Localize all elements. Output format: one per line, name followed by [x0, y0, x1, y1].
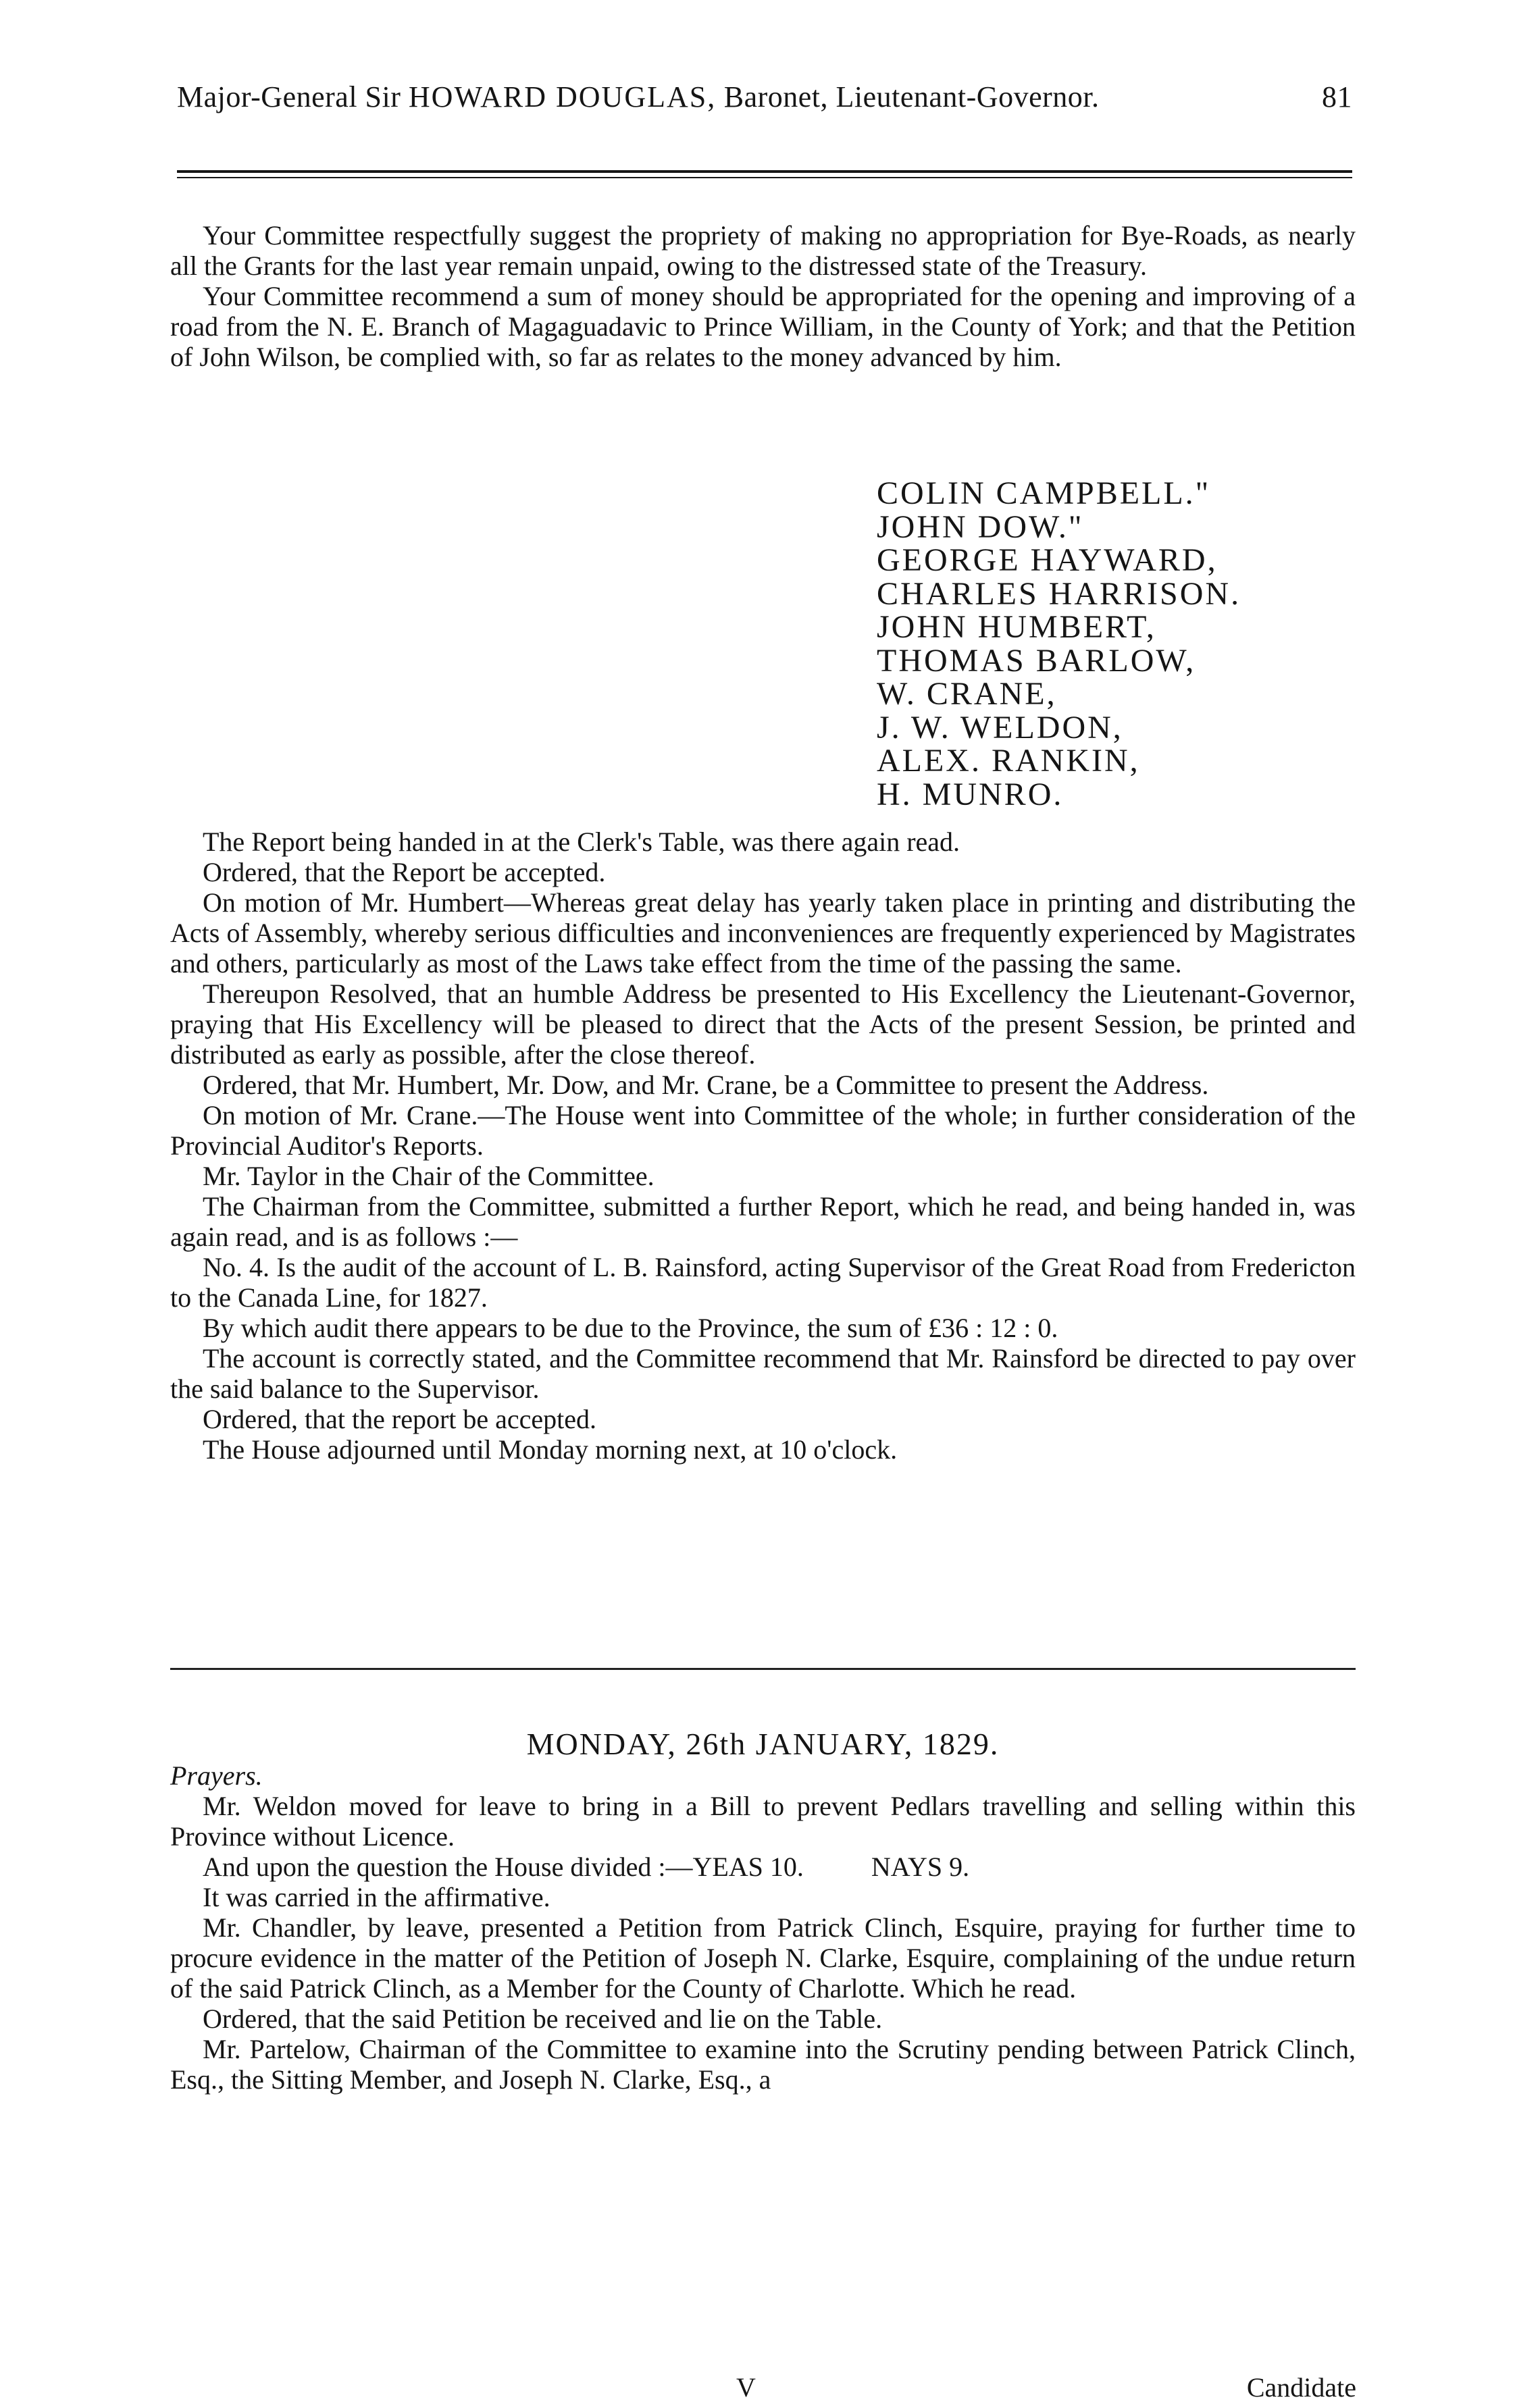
monday-proceedings-text	[170, 1791, 1356, 2095]
signatory: J. W. WELDON,	[877, 709, 1123, 745]
header-governor-name: HOWARD DOUGLAS,	[408, 80, 717, 113]
monday-paragraph: Mr. Weldon moved for leave to bring in a Bill to prevent Pedlars travelling and selling within this Province without Licence.	[170, 1791, 1356, 1852]
signatory: THOMAS BARLOW,	[877, 642, 1196, 679]
date-heading: MONDAY, 26th JANUARY, 1829.	[526, 1727, 1000, 1761]
monday-paragraph: It was carried in the affirmative.	[203, 1882, 550, 1912]
proceeding-paragraph: Thereupon Resolved, that an humble Address be presented to His Excellency the Lieutenant-Governor, praying that His Excellency will be pleased to direct that the Acts of the present Session, be printed and distributed as early as possible, after the close thereof.	[170, 978, 1356, 1070]
signatory: JOHN HUMBERT,	[877, 609, 1156, 645]
proceeding-paragraph: On motion of Mr. Humbert—Whereas great delay has yearly taken place in printing and distributing the Acts of Assembly, whereby serious difficulties and inconveniences are frequently experienced by Magistrates and others, particularly as most of the Laws take effect from the time of the passing the same.	[170, 887, 1356, 978]
signatory: CHARLES HARRISON.	[877, 575, 1241, 612]
running-header	[177, 80, 1352, 127]
section-divider	[170, 1668, 1356, 1670]
signatory: JOHN DOW."	[877, 508, 1084, 545]
signatory: H. MUNRO.	[877, 776, 1064, 812]
header-title-right: Baronet, Lieutenant-Governor.	[723, 80, 1100, 113]
proceeding-paragraph: By which audit there appears to be due to the Province, the sum of £36 : 12 : 0.	[203, 1313, 1058, 1343]
signatory: GEORGE HAYWARD,	[877, 542, 1218, 578]
proceeding-paragraph: The Chairman from the Committee, submitted a further Report, which he read, and being handed in, was again read, and is as follows :—	[170, 1191, 1356, 1252]
catchword: Candidate	[1246, 2372, 1356, 2403]
printer-signature-mark: V	[736, 2372, 756, 2403]
header-rule-bottom	[177, 177, 1352, 178]
report-paragraph-road-recommendation: Your Committee recommend a sum of money should be appropriated for the opening and improving of a road from the N. E. Branch of Magaguadavic to Prince William, in the County of York; and that the Petition of John Wilson, be complied with, so far as relates to the money advanced by him.	[170, 281, 1356, 372]
prayers-label: Prayers.	[170, 1760, 263, 1791]
proceeding-paragraph: No. 4. Is the audit of the account of L. B. Rainsford, acting Supervisor of the Great Road from Fredericton to the Canada Line, for 1827.	[170, 1252, 1356, 1313]
proceeding-paragraph: The Report being handed in at the Clerk's Table, was there again read.	[203, 827, 960, 857]
monday-paragraph: Ordered, that the said Petition be received and lie on the Table.	[203, 2004, 883, 2034]
proceeding-paragraph: The House adjourned until Monday morning next, at 10 o'clock.	[203, 1434, 898, 1465]
proceeding-paragraph: The account is correctly stated, and the Committee recommend that Mr. Rainsford be directed to pay over the said balance to the Supervisor.	[170, 1343, 1356, 1404]
proceeding-paragraph: On motion of Mr. Crane.—The House went into Committee of the whole; in further consideration of the Provincial Auditor's Reports.	[170, 1100, 1356, 1161]
proceeding-paragraph: Ordered, that Mr. Humbert, Mr. Dow, and Mr. Crane, be a Committee to present the Address.	[203, 1070, 1209, 1100]
proceeding-paragraph: Mr. Taylor in the Chair of the Committee.	[203, 1161, 654, 1191]
report-paragraph-bye-roads: Your Committee respectfully suggest the propriety of making no appropriation for Bye-Roads, as nearly all the Grants for the last year remain unpaid, owing to the distressed state of the Treasury.	[170, 220, 1356, 281]
header-title-left: Major-General Sir	[177, 80, 401, 113]
committee-signatures	[877, 477, 1241, 811]
monday-paragraph: Mr. Partelow, Chairman of the Committee to examine into the Scrutiny pending between Patrick Clinch, Esq., the Sitting Member, and Joseph N. Clarke, Esq., a	[170, 2034, 1356, 2095]
proceeding-paragraph: Ordered, that the report be accepted.	[203, 1404, 597, 1434]
header-rule-top	[177, 170, 1352, 173]
signatory: W. CRANE,	[877, 676, 1057, 712]
proceedings-text	[170, 827, 1356, 1465]
signatory: COLIN CAMPBELL."	[877, 475, 1211, 511]
page-number: 81	[1322, 80, 1352, 113]
proceeding-paragraph: Ordered, that the Report be accepted.	[203, 857, 606, 887]
monday-paragraph: And upon the question the House divided :—YEAS 10. NAYS 9.	[203, 1852, 970, 1882]
signatory: ALEX. RANKIN,	[877, 743, 1140, 779]
monday-paragraph: Mr. Chandler, by leave, presented a Petition from Patrick Clinch, Esquire, praying for further time to procure evidence in the matter of the Petition of Joseph N. Clarke, Esquire, complaining of the undue return of the said Patrick Clinch, as a Member for the County of Charlotte. Which he read.	[170, 1912, 1356, 2004]
committee-report-text	[170, 220, 1356, 372]
